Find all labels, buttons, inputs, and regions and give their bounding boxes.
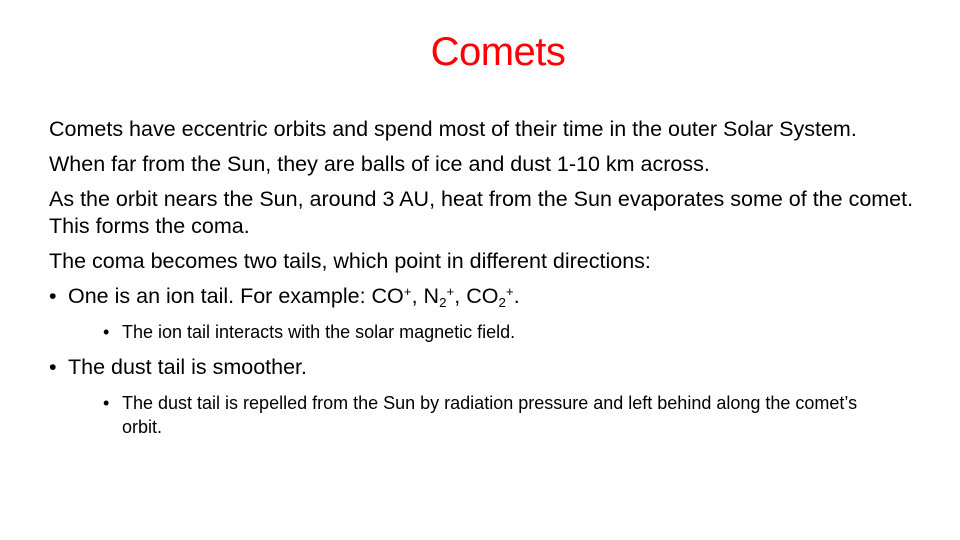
bullet-dot: • <box>49 355 57 379</box>
paragraph-orbits: Comets have eccentric orbits and spend most of their time in the outer Solar System. <box>49 117 857 141</box>
sub-bullet-dust-tail-text: The dust tail is repelled from the Sun by radiation pressure and left behind along the comet’s orbit. <box>122 393 858 437</box>
ion-n: N <box>423 284 440 308</box>
dust-tail-text: The dust tail is smoother. <box>68 355 307 379</box>
bullet-ion-tail <box>49 283 929 310</box>
ion-co2: CO <box>466 284 499 308</box>
ion-separator: , <box>454 284 467 308</box>
paragraph-far-from-sun: When far from the Sun, they are balls of ice and dust 1-10 km across. <box>49 152 710 176</box>
ion-n-charge: + <box>446 283 455 299</box>
sub-bullet-ion-tail <box>103 320 902 344</box>
bullet-dot: • <box>49 284 57 308</box>
ion-co-charge: + <box>403 283 412 299</box>
bullet-dust-tail <box>49 354 929 381</box>
ion-co2-charge: + <box>505 283 514 299</box>
sub-bullet-dust-tail <box>103 391 902 439</box>
slide-title: Comets <box>430 30 566 74</box>
bullet-dot: • <box>103 393 110 413</box>
sub-bullet-ion-tail-text: The ion tail interacts with the solar magnetic field. <box>122 322 516 342</box>
slide-body <box>49 116 929 449</box>
paragraph-two-tails: The coma becomes two tails, which point in different directions: <box>49 249 651 273</box>
ion-co: CO <box>371 284 404 308</box>
ion-tail-text: One is an ion tail. For example: <box>68 284 372 308</box>
ion-co2-subscript: 2 <box>498 294 506 310</box>
paragraph-coma: As the orbit nears the Sun, around 3 AU, heat from the Sun evaporates some of the comet. This forms the coma. <box>49 187 914 238</box>
ion-n-subscript: 2 <box>439 294 447 310</box>
ion-separator: , <box>411 284 424 308</box>
bullet-dot: • <box>103 322 110 342</box>
ion-end: . <box>513 284 520 308</box>
